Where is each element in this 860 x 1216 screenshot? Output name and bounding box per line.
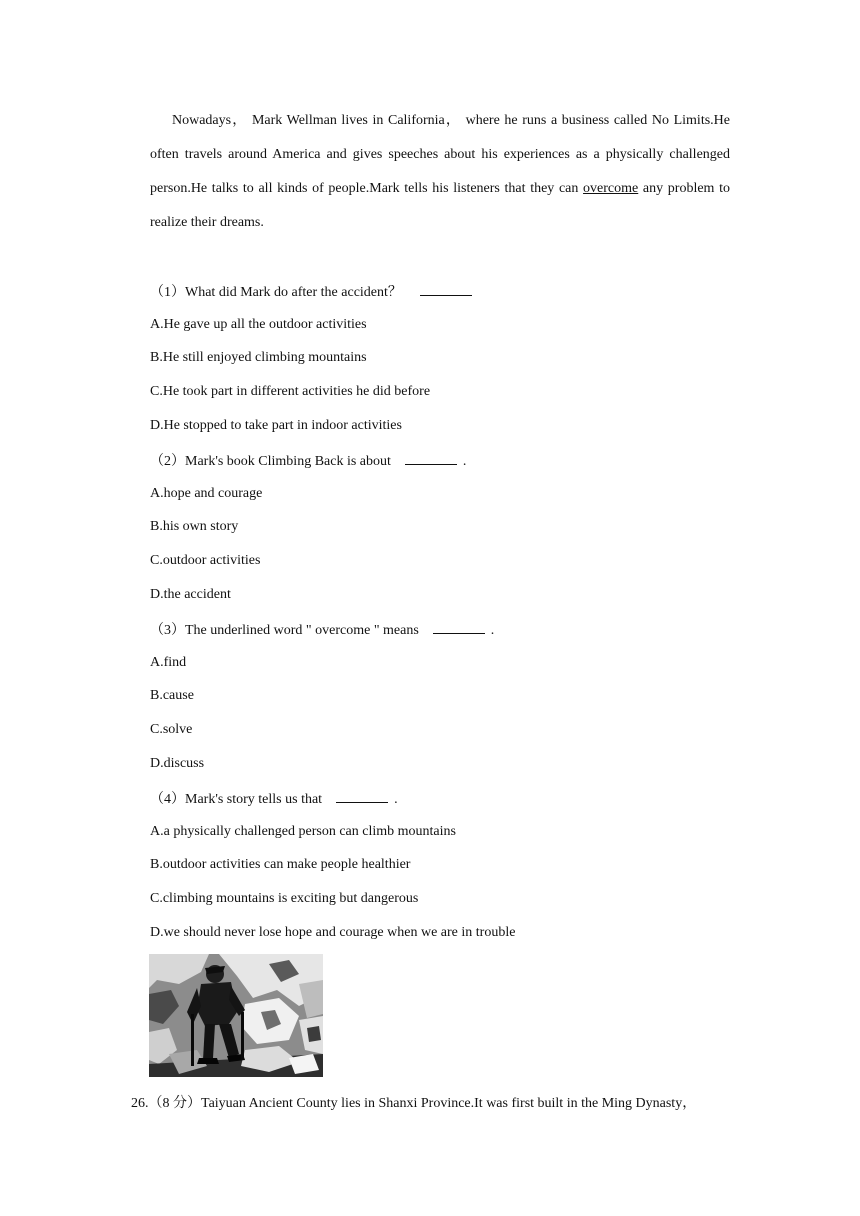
passage-text-before: Nowadays， Mark Wellman lives in California， where he runs a business called No Limits.He often travels around America and gives speeches about his experiences as a physically challenged person.He talks to all kinds of people.Mark tells his listeners that they can xyxy=(150,113,730,196)
question-4-option-d: D.we should never lose hope and courage when we are in trouble xyxy=(150,925,516,940)
question-1-option-d: D.He stopped to take part in indoor activities xyxy=(150,418,402,433)
question-1-option-b: B.He still enjoyed climbing mountains xyxy=(150,350,367,365)
passage-paragraph xyxy=(150,104,730,240)
question-4-option-a: A.a physically challenged person can climb mountains xyxy=(150,824,456,839)
question-1-stem: （1）What did Mark do after the accident？ xyxy=(150,281,478,303)
question-4-option-b: B.outdoor activities can make people healthier xyxy=(150,857,411,872)
question-2-option-b: B.his own story xyxy=(150,519,239,534)
question-3-option-a: A.find xyxy=(150,655,187,670)
question-4-stem: （4）Mark's story tells us that . xyxy=(150,788,398,810)
climber-photo xyxy=(149,954,323,1077)
question-2-stem: （2）Mark's book Climbing Back is about . xyxy=(150,450,466,472)
question-4-option-c: C.climbing mountains is exciting but dangerous xyxy=(150,891,419,906)
answer-blank xyxy=(433,619,485,634)
underlined-word: overcome xyxy=(583,181,639,196)
answer-blank xyxy=(336,788,388,803)
passage-text-after: any problem to realize their dreams. xyxy=(150,181,730,230)
question-2-option-a: A.hope and courage xyxy=(150,486,263,501)
question-3-option-c: C.solve xyxy=(150,722,193,737)
question-2-option-d: D.the accident xyxy=(150,587,231,602)
answer-blank xyxy=(405,450,457,465)
question-3-stem: （3）The underlined word " overcome " means . xyxy=(150,619,494,641)
answer-blank xyxy=(420,281,472,296)
question-26-intro: 26.（8 分）Taiyuan Ancient County lies in Shanxi Province.It was first built in the Ming Dynasty， xyxy=(131,1096,697,1111)
question-1-option-a: A.He gave up all the outdoor activities xyxy=(150,317,367,332)
question-3-option-b: B.cause xyxy=(150,688,194,703)
question-1-option-c: C.He took part in different activities he did before xyxy=(150,384,431,399)
question-2-option-c: C.outdoor activities xyxy=(150,553,261,568)
question-3-option-d: D.discuss xyxy=(150,756,205,771)
